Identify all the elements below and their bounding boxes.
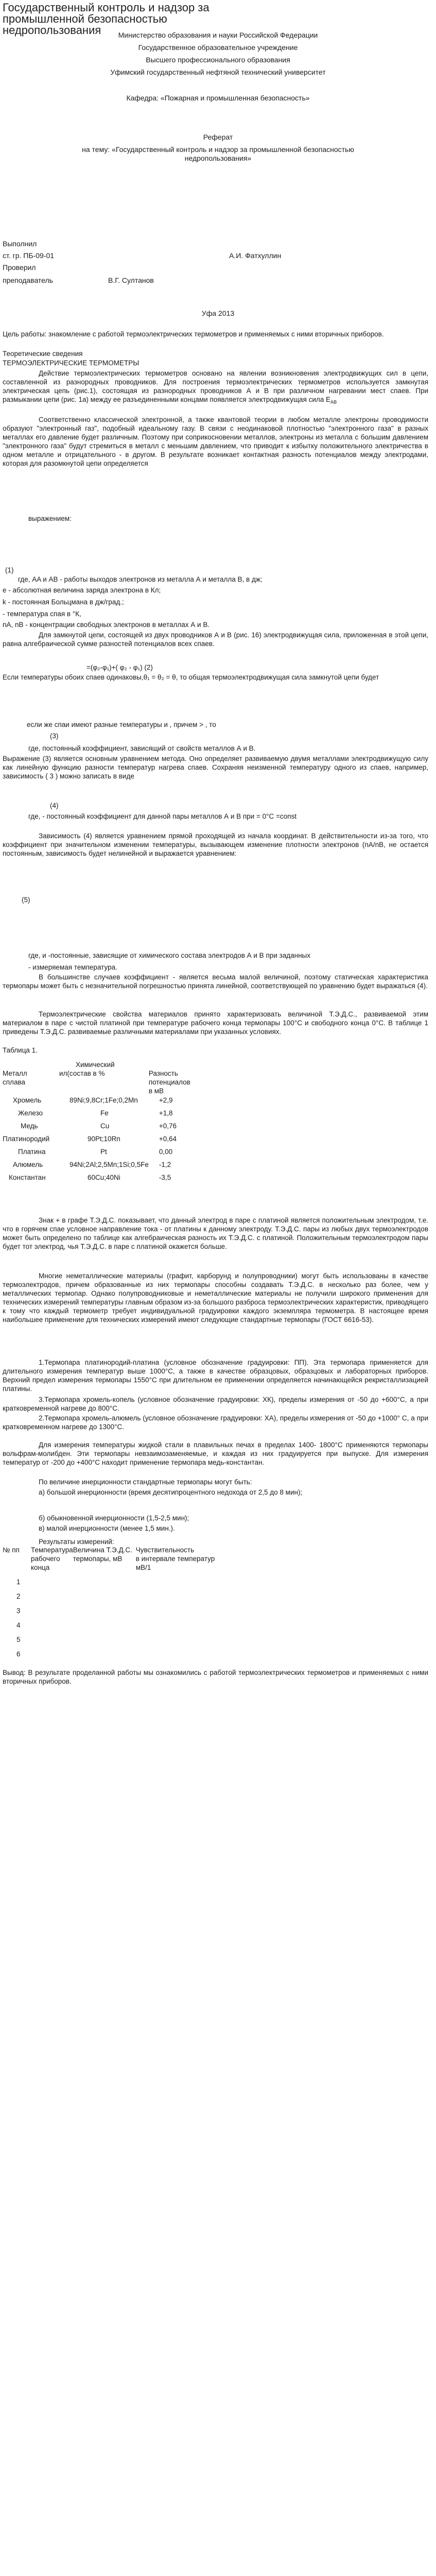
- table-cell-potential: -3,5: [159, 1174, 171, 1181]
- equation-4-label: (4): [50, 802, 59, 809]
- paragraph-coefficient: В большинстве случаев коэффициент - является весьма малой величиной, поэтому статическая характеристика термопары может быть с незначительной погрешностью принята линейной, соответствующей по уравнению будет выражаться (4).: [3, 973, 428, 990]
- table-cell-metal: Платина: [18, 1148, 46, 1156]
- coefficient-line-2: - измеряемая температура.: [28, 963, 117, 971]
- materials-table-grid: [3, 1069, 190, 1186]
- table-cell-metal: Алюмель: [13, 1161, 43, 1168]
- paragraph-closed-circuit: Для замкнутой цепи, состоящей из двух проводников А и В (рис. 16) электродвижущая сила, приложенная в этой цепи, равна алгебраической сумме разностей потенциалов всех спаев.: [3, 631, 428, 648]
- university-line: Уфимский государственный нефтяной технический университет: [110, 68, 326, 76]
- table-cell-potential: +0,64: [159, 1135, 177, 1143]
- institution-line: Государственное образовательное учреждение: [138, 43, 298, 52]
- table-header-group: Химический: [76, 1061, 115, 1069]
- table-cell-composition: Cu: [100, 1122, 110, 1130]
- table-row: [3, 1616, 215, 1630]
- eab-subscript: АВ: [330, 399, 337, 405]
- table-row: [3, 1587, 215, 1601]
- definition-3: k - постоянная Больцмана в дж/град.;: [3, 598, 124, 606]
- paragraph-constant-2: где, - постоянный коэффициент для данной пары металлов А и В при = 0°С =const: [28, 812, 297, 820]
- results-header-row: [3, 1546, 215, 1572]
- equation-1-label: (1): [5, 566, 14, 574]
- table-cell-composition: 94Ni;2Al;2,5Mn;1Si;0,5Fe: [69, 1161, 149, 1168]
- paragraph-equal-temps: Если температуры обоих спаев одинаковы,θ₁ = θ₂ = θ, то общая термоэлектродвижущая сила замкнутой цепи будет: [3, 673, 379, 681]
- paragraph-sign: Знак + в графе Т.Э.Д.С. показывает, что данный электрод в паре с платиной является положительным электродом, т.е. что в горячем спае условное направление тока - от платины к данному электроду. Т.Э.Д.С. пары из любых двух термоэлектродов может быть определено по таблице как алгебраическая разность их Т.Э.Д.С. с платиной. Положительным термоэлектродом пары будет тот электрод, чья Т.Э.Д.С. в паре с платиной окажется больше.: [3, 1216, 428, 1250]
- table-row: [3, 1601, 215, 1616]
- results-header-emf: Величина Т.Э.Д.С. термопары, мВ: [73, 1546, 132, 1563]
- inertia-item-a: а) большой инерционности (время десятипроцентного недохода от 2,5 до 8 мин);: [39, 1488, 303, 1496]
- equation-2: =(φ₂-φ₁)+( φ₂ - φ₁) (2): [86, 664, 153, 671]
- paragraph-nonmetal: Многие неметаллические материалы (графит, карборунд и полупроводники) могут быть использованы в качестве термоэлектродов, причем образованные из них термопары способны создавать Т.Э.Д.С. в несколько раз более, чем у металлических термопар. Однако полупроводниковые и неметаллические материалы не получили широкого применения для технических измерений температуры главным образом из-за большого разброса термоэлектрических характеристик, приводящего к тому что каждый термометр требует индивидуальной градуировки каждого экземпляра термометра. В настоящее время наибольшее применение для технических измерений имеют следующие стандартные термопары (ГОСТ 6616-53).: [3, 1272, 428, 1324]
- paragraph-measurement: Для измерения температуры жидкой стали в плавильных печах в пределах 1400- 1800°С применяются термопары вольфрам-молибден. Эти термопары невзаимозаменяемые, и каждая из них градуируется при выпуске. Для измерения температур от -200 до +400°С находит применение термопара медь-константан.: [3, 1441, 428, 1466]
- equation-3-label: (3): [50, 732, 59, 740]
- table-cell-composition: 90Pt;10Rn: [88, 1135, 120, 1143]
- equation-3-text: если же спаи имеют разные температуры и , причем > , то: [27, 721, 216, 728]
- thermo-heading: ТЕРМОЭЛЕКТРИЧЕСКИЕ ТЕРМОМЕТРЫ: [3, 359, 139, 367]
- document-title: Государственный контроль и надзор за промышленной безопасностью недропользования: [3, 1, 210, 37]
- table-row: [3, 1122, 190, 1134]
- done-label: Выполнил: [3, 240, 37, 248]
- results-header-temperature: Температура рабочего конца: [31, 1546, 73, 1571]
- table-header-metal: Металл сплава: [3, 1070, 27, 1086]
- department-line: Кафедра: «Пожарная и промышленная безопасность»: [126, 94, 310, 102]
- table-header-row: [3, 1069, 190, 1096]
- definition-5: nA, nB - концентрации свободных электронов в металлах А и В.: [3, 621, 210, 629]
- education-line: Высшего профессионального образования: [146, 56, 290, 64]
- table-cell-potential: +2,9: [159, 1096, 173, 1104]
- table-row: [3, 1645, 215, 1659]
- paragraph-properties: Термоэлектрические свойства материалов принято характеризовать величиной Т.Э.Д.С., развиваемой этим материалом в паре с чистой платиной при температуре рабочего конца термопары 100°С и свободного конца 0°С. В таблице 1 приведены Т.Э.Д.С. развиваемые различными материалами при указанных условиях.: [3, 1010, 428, 1036]
- paragraph-item-2: 2.Термопара хромель-алюмель (условное обозначение градуировки: ХА), пределы измерения от -50 до +1000° С, а при кратковременном нагреве до 1300°С.: [3, 1414, 428, 1431]
- table-cell-metal: Хромель: [13, 1096, 42, 1104]
- table-cell-metal: Платинородий: [3, 1135, 50, 1143]
- paragraph-constant: где, постоянный коэффициент, зависящий от свойств металлов А и В.: [28, 744, 256, 752]
- table-cell-potential: 0,00: [159, 1148, 173, 1156]
- results-table: [3, 1546, 215, 1659]
- paragraph-action: [3, 369, 428, 407]
- doc-type: Реферат: [203, 133, 233, 141]
- conclusion-paragraph: Вывод: В результате проделанной работы мы ознакомились с работой термоэлектрических термометров и применяемых с ними вторичных приборов.: [3, 1669, 428, 1685]
- table-cell-composition: Fe: [100, 1109, 109, 1117]
- table-cell-potential: +0,76: [159, 1122, 177, 1130]
- expression-label: выражением:: [28, 515, 72, 522]
- table-header-composition: ил(состав в %: [59, 1070, 105, 1077]
- paragraph-action-text: Действие термоэлектрических термометров основано на явлении возникновения электродвижущих сил в цепи, составленной из разнородных проводников. Для построения термоэлектрических термометров используется замкнутая электрическая цепь (рис.1), состоящая из разнородных проводников А и В при различном нагревании мест спаев. При размыкании цепи (рис. 1а) между ее разъединенными концами появляется электродвижущая сила Е: [3, 369, 428, 403]
- goal-paragraph: Цель работы: знакомление с работой термоэлектрических термометров и применяемых с ними вторичных приборов.: [3, 330, 384, 338]
- table-cell-composition: 89Ni;9,8Cr;1Fe;0,2Mn: [69, 1096, 138, 1104]
- theory-heading: Теоретические сведения: [3, 350, 83, 358]
- inertia-item-b: б) обыкновенной инерционности (1,5-2,5 мин);: [39, 1514, 189, 1522]
- results-row-number: 1: [16, 1578, 21, 1586]
- table-row: [3, 1109, 190, 1122]
- doc-topic: на тему: «Государственный контроль и надзор за промышленной безопасностью недропользования»: [82, 145, 354, 162]
- table-row: [3, 1096, 190, 1109]
- results-row-number: 2: [16, 1592, 21, 1600]
- ministry-line: Министерство образования и науки Российской Федерации: [118, 31, 318, 39]
- results-row-number: 5: [16, 1636, 21, 1643]
- city-year: Уфа 2013: [201, 309, 235, 317]
- paragraph-dependence: Зависимость (4) является уравнением прямой проходящей из начала координат. В действительности из-за того, что коэффициент при значительном изменении температуры, вызывающем изменение плотности электронов (nА/nВ, не остается постоянным, зависимость будет нелинейной и выражается уравнением:: [3, 832, 428, 857]
- table-cell-metal: Медь: [21, 1122, 38, 1130]
- table-row: [3, 1173, 190, 1186]
- table-row: [3, 1160, 190, 1173]
- paragraph-classic: Соответственно классической электронной, а также квантовой теории в любом металле электроны проводимости образуют "электронный газ", подобный идеальному газу. В связи с неодинаковой плотностью "электронного газа" в разных металлах его давление будет различным. Поэтому при соприкосновении металлов, электроны из металла с большим давлением "электронного газа" будут стремиться в металл с меньшим давлением, что приводит к избытку положительного электричества в одном металле и отрицательного - в другом. В результате возникает контактная разность потенциалов между электродами, которая для разомкнутой цепи определяется: [3, 416, 428, 467]
- definition-2: e - абсолютная величина заряда электрона в Кл;: [3, 586, 161, 594]
- paragraph-equation-3: Выражение (3) является основным уравнением метода. Оно определяет развиваемую двумя металлами электродвижущую силу как линейную функцию разности температур нагрева спаев. Сохраняя неизменной температуру одного из спаев, например, зависимость ( 3 ) можно записать в виде: [3, 755, 428, 780]
- teacher-label: преподаватель: [3, 276, 53, 284]
- definition-1: где, AA и AB - работы выходов электронов из металла А и металла В, в дж;: [18, 575, 263, 583]
- checked-label: Проверил: [3, 263, 36, 272]
- student-group: ст. гр. ПБ-09-01: [3, 251, 55, 260]
- results-row-number: 6: [16, 1650, 21, 1658]
- table-row: [3, 1134, 190, 1147]
- results-header-sensitivity: Чувствительность в интервале температур мВ/1: [135, 1546, 215, 1571]
- results-table-grid: [3, 1546, 215, 1659]
- table-1-title: Таблица 1.: [3, 1046, 38, 1054]
- inertia-item-c: в) малой инерционности (менее 1,5 мин.).: [39, 1524, 175, 1532]
- table-header-potential: Разность потенциалов в мВ: [148, 1070, 190, 1095]
- definition-4: - температура спая в °К,: [3, 610, 81, 618]
- results-row-number: 4: [16, 1621, 21, 1629]
- paragraph-item-3: 3.Термопара хромель-копель (условное обозначение градуировки: ХК), пределы измерения от -50 до +600°С, а при кратковременной нагреве до 800°С.: [3, 1396, 428, 1412]
- results-label: Результаты измерений:: [39, 1538, 114, 1546]
- table-cell-composition: Pt: [100, 1148, 107, 1156]
- coefficient-line-1: где, и -постоянные, зависящие от химического состава электродов А и В при заданных: [28, 952, 310, 959]
- materials-table: [3, 1060, 190, 1186]
- paragraph-inertia: По величине инерционности стандартные термопары могут быть:: [39, 1478, 252, 1486]
- table-cell-potential: +1,8: [159, 1109, 173, 1117]
- table-cell-metal: Константан: [9, 1174, 46, 1181]
- table-row: [3, 1630, 215, 1645]
- table-cell-metal: Железо: [18, 1109, 43, 1117]
- results-header-number: № пп: [3, 1546, 20, 1554]
- student-name: А.И. Фатхуллин: [229, 251, 282, 260]
- table-cell-potential: -1,2: [159, 1161, 171, 1168]
- table-row: [3, 1572, 215, 1587]
- paragraph-item-1: 1.Термопара платинородий-платина (условное обозначение градуировки: ПП). Эта термопара применяется для длительного измерения температур выше 1000°С, а также в качестве образцовых, образцовых и лабораторных приборов. Верхний предел измерения термопары 1550°С при длительном ее применении определяется начинающейся рекристаллизацией платины.: [3, 1359, 428, 1393]
- table-cell-composition: 60Cu;40Ni: [88, 1174, 120, 1181]
- table-row: [3, 1147, 190, 1160]
- equation-5-label: (5): [22, 896, 30, 904]
- results-row-number: 3: [16, 1607, 21, 1615]
- teacher-name: В.Г. Султанов: [108, 276, 154, 284]
